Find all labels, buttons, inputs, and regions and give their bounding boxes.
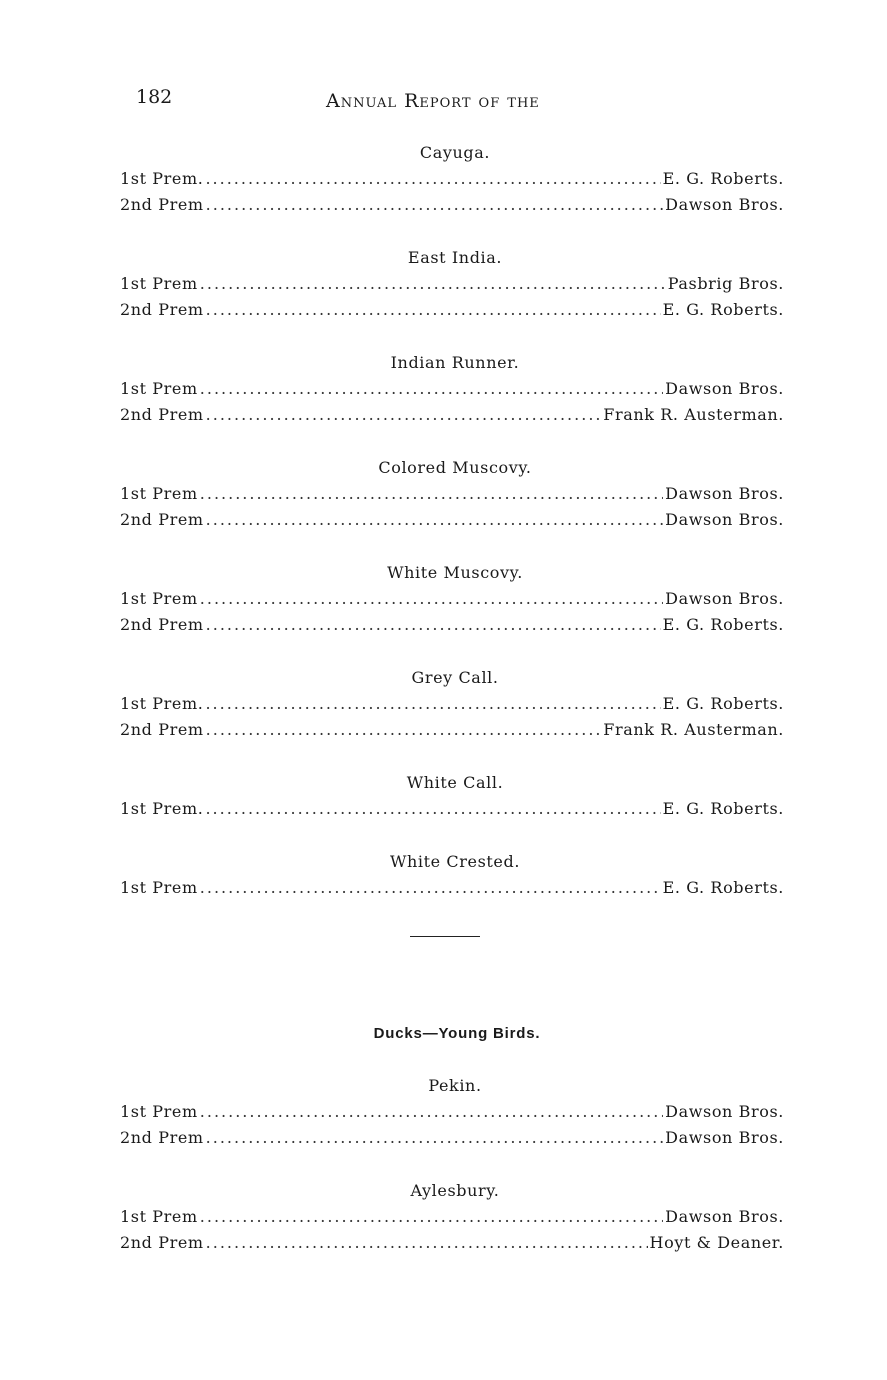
winner-name: Frank R. Austerman. [603,720,784,739]
premium-label: 2nd Prem [120,195,204,214]
section-title: Colored Muscovy. [378,458,532,477]
premium-label: 2nd Prem [120,300,204,319]
young-birds-heading: Ducks—Young Birds. [373,1025,541,1042]
dot-leader [206,297,661,323]
dot-leader [206,1125,663,1151]
winner-name: Pasbrig Bros. [667,274,784,293]
winner-name: E. G. Roberts. [662,300,784,319]
premium-label: 1st Prem [120,878,198,897]
premium-label: 2nd Prem [120,510,204,529]
premium-label: 1st Prem [120,1207,198,1226]
winner-name: E. G. Roberts. [662,169,784,188]
premium-label: 1st Prem. [120,799,204,818]
premium-label: 1st Prem [120,1102,198,1121]
premium-label: 1st Prem [120,589,198,608]
entry-row [120,481,784,507]
winner-name: Dawson Bros. [665,484,784,503]
section-east-india [120,245,784,323]
section-gap [120,533,784,560]
section-gap [120,822,784,849]
dot-leader [206,507,663,533]
winner-name: Dawson Bros. [665,195,784,214]
winner-name: Dawson Bros. [665,1128,784,1147]
page-number: 182 [136,86,173,108]
section-aylesbury [120,1178,784,1256]
section-title: White Call. [406,773,504,792]
entry-row [120,1230,784,1256]
page-header [130,86,790,126]
entry-row [120,586,784,612]
section-title: East India. [407,248,503,267]
section-gap [120,638,784,665]
section-title: Grey Call. [411,668,499,687]
premium-label: 2nd Prem [120,1128,204,1147]
winner-name: E. G. Roberts. [662,694,784,713]
premium-label: 1st Prem [120,379,198,398]
entry-row [120,612,784,638]
premium-label: 1st Prem. [120,694,204,713]
section-title: White Crested. [389,852,521,871]
dot-leader [200,376,663,402]
section-indian-runner [120,350,784,428]
dot-leader [205,796,660,822]
dot-leader [206,402,602,428]
entry-row [120,507,784,533]
premium-label: 1st Prem. [120,169,204,188]
section-title: Pekin. [428,1076,482,1095]
section-cayuga [120,140,784,218]
dot-leader [206,192,663,218]
section-pekin [120,1073,784,1151]
winner-name: Frank R. Austerman. [603,405,784,424]
horizontal-rule [410,936,480,937]
winner-name: Dawson Bros. [665,379,784,398]
section-white-call [120,770,784,822]
prize-list [120,140,784,1256]
winner-name: Dawson Bros. [665,589,784,608]
section-title: Aylesbury. [410,1181,500,1200]
dot-leader [200,1204,663,1230]
entry-row [120,875,784,901]
section-gap [120,428,784,455]
entry-row [120,297,784,323]
section-gap [120,743,784,770]
section-colored-muscovy [120,455,784,533]
entry-row [120,376,784,402]
section-white-crested [120,849,784,901]
running-title: Annual Report of the [326,90,540,112]
dot-leader [205,691,660,717]
dot-leader [200,481,663,507]
separator [120,901,784,1021]
entry-row [120,717,784,743]
section-title: Cayuga. [419,143,491,162]
winner-name: E. G. Roberts. [662,615,784,634]
section-title: White Muscovy. [387,563,523,582]
dot-leader [200,586,663,612]
section-gap [120,323,784,350]
entry-row [120,1125,784,1151]
dot-leader [206,1230,648,1256]
dot-leader [200,271,666,297]
winner-name: Dawson Bros. [665,1207,784,1226]
premium-label: 1st Prem [120,274,198,293]
premium-label: 2nd Prem [120,720,204,739]
section-title: Indian Runner. [390,353,520,372]
entry-row [120,691,784,717]
winner-name: Dawson Bros. [665,1102,784,1121]
entry-row [120,166,784,192]
premium-label: 2nd Prem [120,1233,204,1252]
premium-label: 1st Prem [120,484,198,503]
section-grey-call [120,665,784,743]
winner-name: E. G. Roberts. [662,878,784,897]
winner-name: E. G. Roberts. [662,799,784,818]
section-gap [120,1151,784,1178]
entry-row [120,796,784,822]
winner-name: Dawson Bros. [665,510,784,529]
entry-row [120,192,784,218]
dot-leader [200,875,661,901]
dot-leader [200,1099,663,1125]
dot-leader [206,717,602,743]
entry-row [120,271,784,297]
entry-row [120,1204,784,1230]
winner-name: Hoyt & Deaner. [649,1233,784,1252]
section-white-muscovy [120,560,784,638]
dot-leader [205,166,660,192]
entry-row [120,1099,784,1125]
entry-row [120,402,784,428]
section-gap [120,218,784,245]
premium-label: 2nd Prem [120,615,204,634]
premium-label: 2nd Prem [120,405,204,424]
dot-leader [206,612,661,638]
